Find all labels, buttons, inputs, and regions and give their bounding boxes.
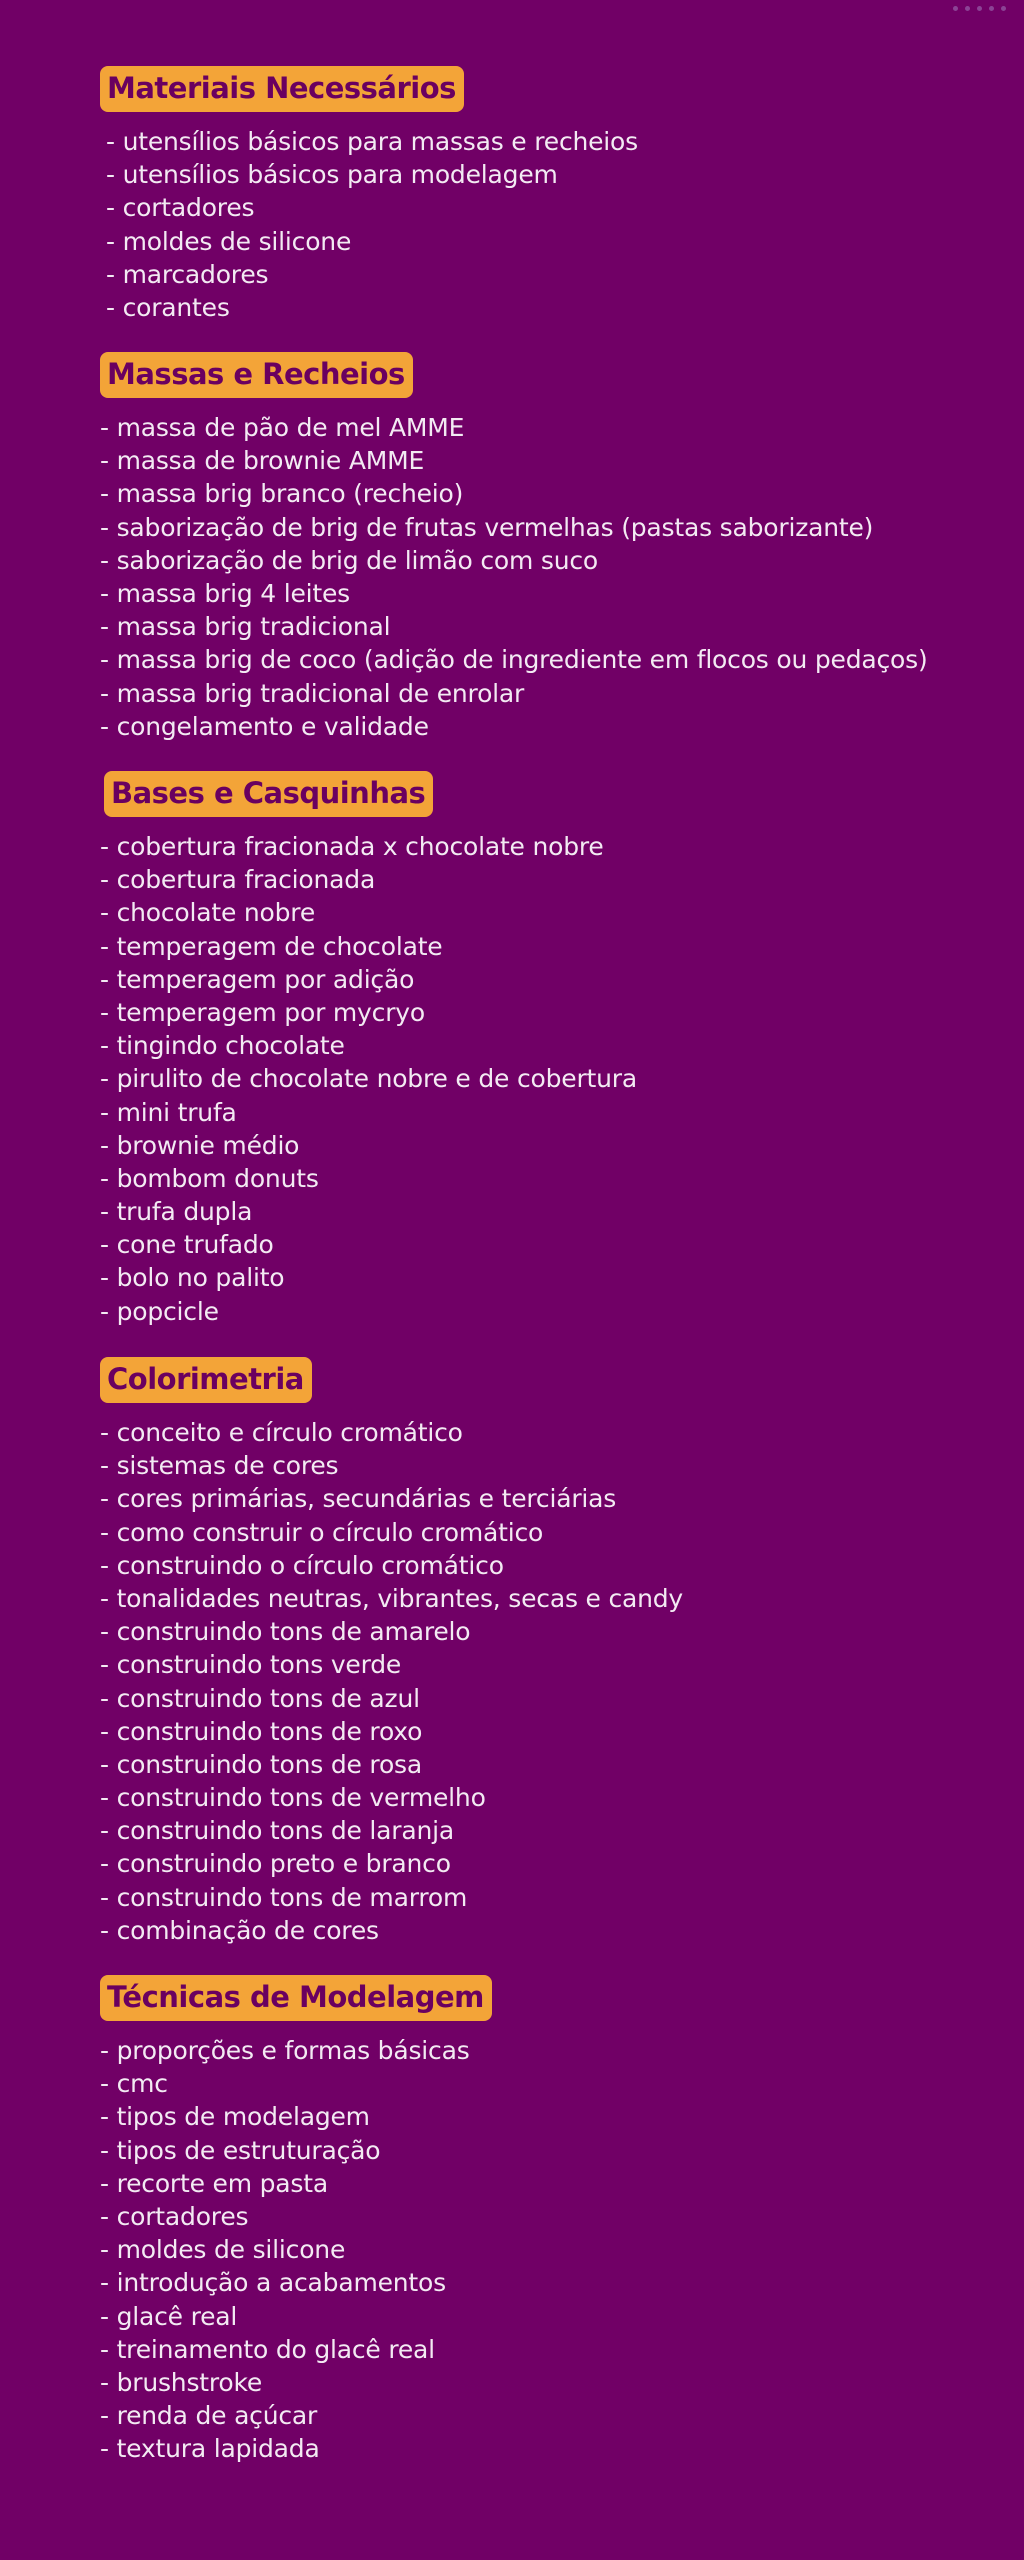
list-item: - massa de pão de mel AMME — [100, 411, 960, 444]
list-item: - combinação de cores — [100, 1914, 960, 1947]
list-item: - saborização de brig de frutas vermelhas (pastas saborizante) — [100, 511, 960, 544]
decorative-dots — [953, 6, 1006, 11]
list-item: - trufa dupla — [100, 1195, 960, 1228]
item-list — [100, 830, 960, 1328]
list-item: - temperagem de chocolate — [100, 930, 960, 963]
section-title: Bases e Casquinhas — [104, 771, 433, 817]
list-item: - proporções e formas básicas — [100, 2034, 960, 2067]
list-item: - construindo tons de azul — [100, 1682, 960, 1715]
list-item: - glacê real — [100, 2300, 960, 2333]
list-item: - construindo tons de marrom — [100, 1881, 960, 1914]
list-item: - massa brig 4 leites — [100, 577, 960, 610]
list-item: - conceito e círculo cromático — [100, 1416, 960, 1449]
list-item: - massa de brownie AMME — [100, 444, 960, 477]
list-item: - cmc — [100, 2067, 960, 2100]
list-item: - cores primárias, secundárias e terciárias — [100, 1482, 960, 1515]
list-item: - cobertura fracionada x chocolate nobre — [100, 830, 960, 863]
list-item: - construindo tons de laranja — [100, 1814, 960, 1847]
section-title: Colorimetria — [100, 1357, 312, 1403]
list-item: - massa brig tradicional — [100, 610, 960, 643]
list-item: - treinamento do glacê real — [100, 2333, 960, 2366]
list-item: - marcadores — [106, 258, 960, 291]
list-item: - construindo preto e branco — [100, 1847, 960, 1880]
list-item: - tonalidades neutras, vibrantes, secas e candy — [100, 1582, 960, 1615]
list-item: - construindo tons de roxo — [100, 1715, 960, 1748]
list-item: - cortadores — [106, 191, 960, 224]
list-item: - moldes de silicone — [100, 2233, 960, 2266]
decorative-dot — [989, 6, 994, 11]
list-item: - bolo no palito — [100, 1261, 960, 1294]
list-item: - brushstroke — [100, 2366, 960, 2399]
section-title: Massas e Recheios — [100, 352, 413, 398]
decorative-dot — [977, 6, 982, 11]
list-item: - cone trufado — [100, 1228, 960, 1261]
item-list — [100, 1416, 960, 1947]
list-item: - temperagem por adição — [100, 963, 960, 996]
list-item: - tipos de estruturação — [100, 2134, 960, 2167]
decorative-dot — [953, 6, 958, 11]
list-item: - utensílios básicos para massas e recheios — [106, 125, 960, 158]
item-list — [100, 125, 960, 324]
section-massas — [100, 352, 960, 743]
decorative-dot — [1001, 6, 1006, 11]
list-item: - congelamento e validade — [100, 710, 960, 743]
list-item: - construindo o círculo cromático — [100, 1549, 960, 1582]
list-item: - utensílios básicos para modelagem — [106, 158, 960, 191]
list-item: - bombom donuts — [100, 1162, 960, 1195]
list-item: - brownie médio — [100, 1129, 960, 1162]
list-item: - sistemas de cores — [100, 1449, 960, 1482]
list-item: - popcicle — [100, 1295, 960, 1328]
list-item: - temperagem por mycryo — [100, 996, 960, 1029]
list-item: - cobertura fracionada — [100, 863, 960, 896]
section-materiais — [100, 66, 960, 324]
list-item: - mini trufa — [100, 1096, 960, 1129]
list-item: - recorte em pasta — [100, 2167, 960, 2200]
list-item: - textura lapidada — [100, 2432, 960, 2465]
list-item: - massa brig branco (recheio) — [100, 477, 960, 510]
list-item: - chocolate nobre — [100, 896, 960, 929]
list-item: - tingindo chocolate — [100, 1029, 960, 1062]
list-item: - pirulito de chocolate nobre e de cobertura — [100, 1062, 960, 1095]
section-title: Técnicas de Modelagem — [100, 1975, 492, 2021]
section-tecnicas — [100, 1975, 960, 2465]
list-item: - cortadores — [100, 2200, 960, 2233]
list-item: - renda de açúcar — [100, 2399, 960, 2432]
list-item: - construindo tons de amarelo — [100, 1615, 960, 1648]
item-list — [100, 411, 960, 743]
list-item: - massa brig de coco (adição de ingrediente em flocos ou pedaços) — [100, 643, 960, 676]
list-item: - introdução a acabamentos — [100, 2266, 960, 2299]
section-colorimetria — [100, 1357, 960, 1947]
list-item: - massa brig tradicional de enrolar — [100, 677, 960, 710]
list-item: - tipos de modelagem — [100, 2100, 960, 2133]
section-title: Materiais Necessários — [100, 66, 464, 112]
list-item: - construindo tons de vermelho — [100, 1781, 960, 1814]
list-item: - corantes — [106, 291, 960, 324]
section-bases — [100, 771, 960, 1328]
decorative-dot — [965, 6, 970, 11]
list-item: - saborização de brig de limão com suco — [100, 544, 960, 577]
list-item: - moldes de silicone — [106, 225, 960, 258]
list-item: - construindo tons verde — [100, 1648, 960, 1681]
list-item: - como construir o círculo cromático — [100, 1516, 960, 1549]
list-item: - construindo tons de rosa — [100, 1748, 960, 1781]
item-list — [100, 2034, 960, 2465]
